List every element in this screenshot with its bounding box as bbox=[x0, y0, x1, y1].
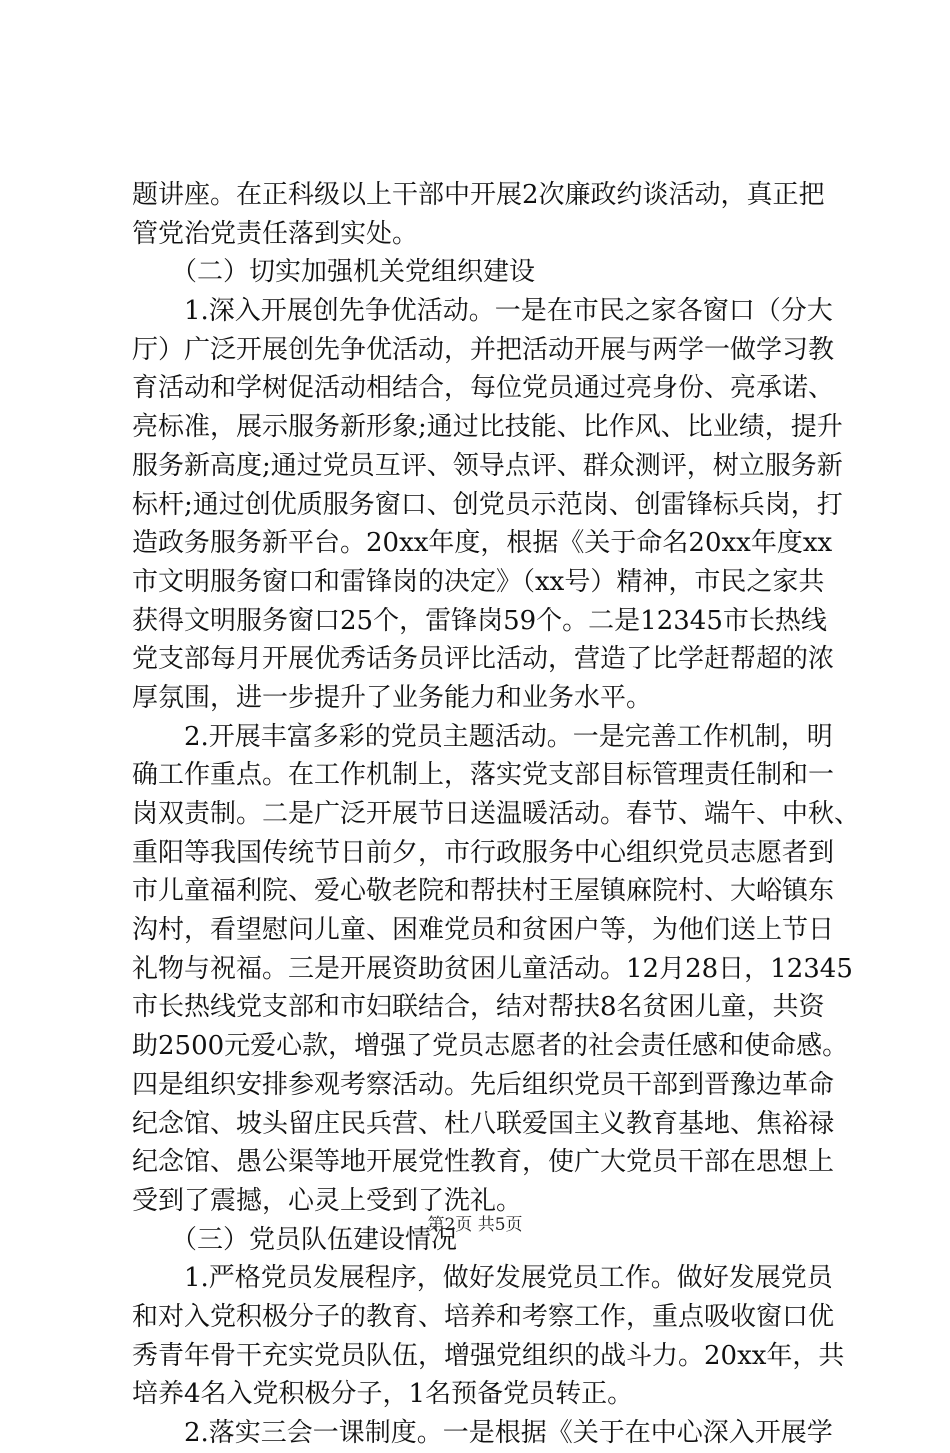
text-line: 沟村，看望慰问儿童、困难党员和贫困户等，为他们送上节日 bbox=[132, 915, 835, 946]
text-line: 助2500元爱心款，增强了党员志愿者的社会责任感和使命感。 bbox=[132, 1031, 849, 1062]
text-line: 育活动和学树促活动相结合，每位党员通过亮身份、亮承诺、 bbox=[132, 373, 835, 404]
text-line: 亮标准，展示服务新形象;通过比技能、比作风、比业绩，提升 bbox=[132, 412, 843, 443]
text-line: 厅）广泛开展创先争优活动，并把活动开展与两学一做学习教 bbox=[132, 334, 835, 365]
text-line: 纪念馆、愚公渠等地开展党性教育，使广大党员干部在思想上 bbox=[132, 1147, 835, 1178]
text-line: 管党治党责任落到实处。 bbox=[132, 218, 419, 249]
page-footer bbox=[0, 1213, 950, 1237]
text-line: 厚氛围，进一步提升了业务能力和业务水平。 bbox=[132, 682, 653, 713]
text-line: 2.开展丰富多彩的党员主题活动。一是完善工作机制，明 bbox=[132, 721, 833, 752]
text-line: 党支部每月开展优秀话务员评比活动，营造了比学赶帮超的浓 bbox=[132, 644, 835, 675]
page-number-label: 第2页 共5页 bbox=[427, 1215, 523, 1235]
text-line: 重阳等我国传统节日前夕，市行政服务中心组织党员志愿者到 bbox=[132, 837, 835, 868]
text-line: 题讲座。在正科级以上干部中开展2次廉政约谈活动，真正把 bbox=[132, 180, 825, 210]
text-line: 秀青年骨干充实党员队伍，增强党组织的战斗力。20xx年，共 bbox=[132, 1340, 845, 1371]
section-heading: （三）党员队伍建设情况 bbox=[132, 1224, 458, 1255]
text-line: 四是组织安排参观考察活动。先后组织党员干部到晋豫边革命 bbox=[132, 1069, 835, 1100]
text-line: 纪念馆、坡头留庄民兵营、杜八联爱国主义教育基地、焦裕禄 bbox=[132, 1108, 835, 1139]
text-line: 礼物与祝福。三是开展资助贫困儿童活动。12月28日，12345 bbox=[132, 953, 853, 984]
text-line: 2.落实三会一课制度。一是根据《关于在中心深入开展学 bbox=[132, 1418, 833, 1448]
text-line: 和对入党积极分子的教育、培养和考察工作，重点吸收窗口优 bbox=[132, 1301, 835, 1332]
text-line: 确工作重点。在工作机制上，落实党支部目标管理责任制和一 bbox=[132, 760, 835, 791]
text-line: 受到了震撼，心灵上受到了洗礼。 bbox=[132, 1185, 523, 1216]
text-line: 培养4名入党积极分子，1名预备党员转正。 bbox=[132, 1379, 634, 1410]
text-line: 岗双责制。二是广泛开展节日送温暖活动。春节、端午、中秋、 bbox=[132, 799, 861, 829]
text-line: 造政务服务新平台。20xx年度，根据《关于命名20xx年度xx bbox=[132, 528, 833, 559]
text-line: 1.严格党员发展程序，做好发展党员工作。做好发展党员 bbox=[132, 1263, 833, 1294]
text-line: 服务新高度;通过党员互评、领导点评、群众测评，树立服务新 bbox=[132, 450, 843, 481]
document-body bbox=[132, 176, 861, 1453]
text-line: 标杆;通过创优质服务窗口、创党员示范岗、创雷锋标兵岗，打 bbox=[132, 489, 843, 520]
text-line: 获得文明服务窗口25个，雷锋岗59个。二是12345市长热线 bbox=[132, 605, 827, 636]
text-line: 市儿童福利院、爱心敬老院和帮扶村王屋镇麻院村、大峪镇东 bbox=[132, 876, 835, 907]
text-line: 市文明服务窗口和雷锋岗的决定》（xx号）精神，市民之家共 bbox=[132, 566, 825, 597]
text-line: 市长热线党支部和市妇联结合，结对帮扶8名贫困儿童，共资 bbox=[132, 992, 825, 1023]
section-heading: （二）切实加强机关党组织建设 bbox=[132, 257, 536, 288]
text-line: 1.深入开展创先争优活动。一是在市民之家各窗口（分大 bbox=[132, 296, 833, 327]
